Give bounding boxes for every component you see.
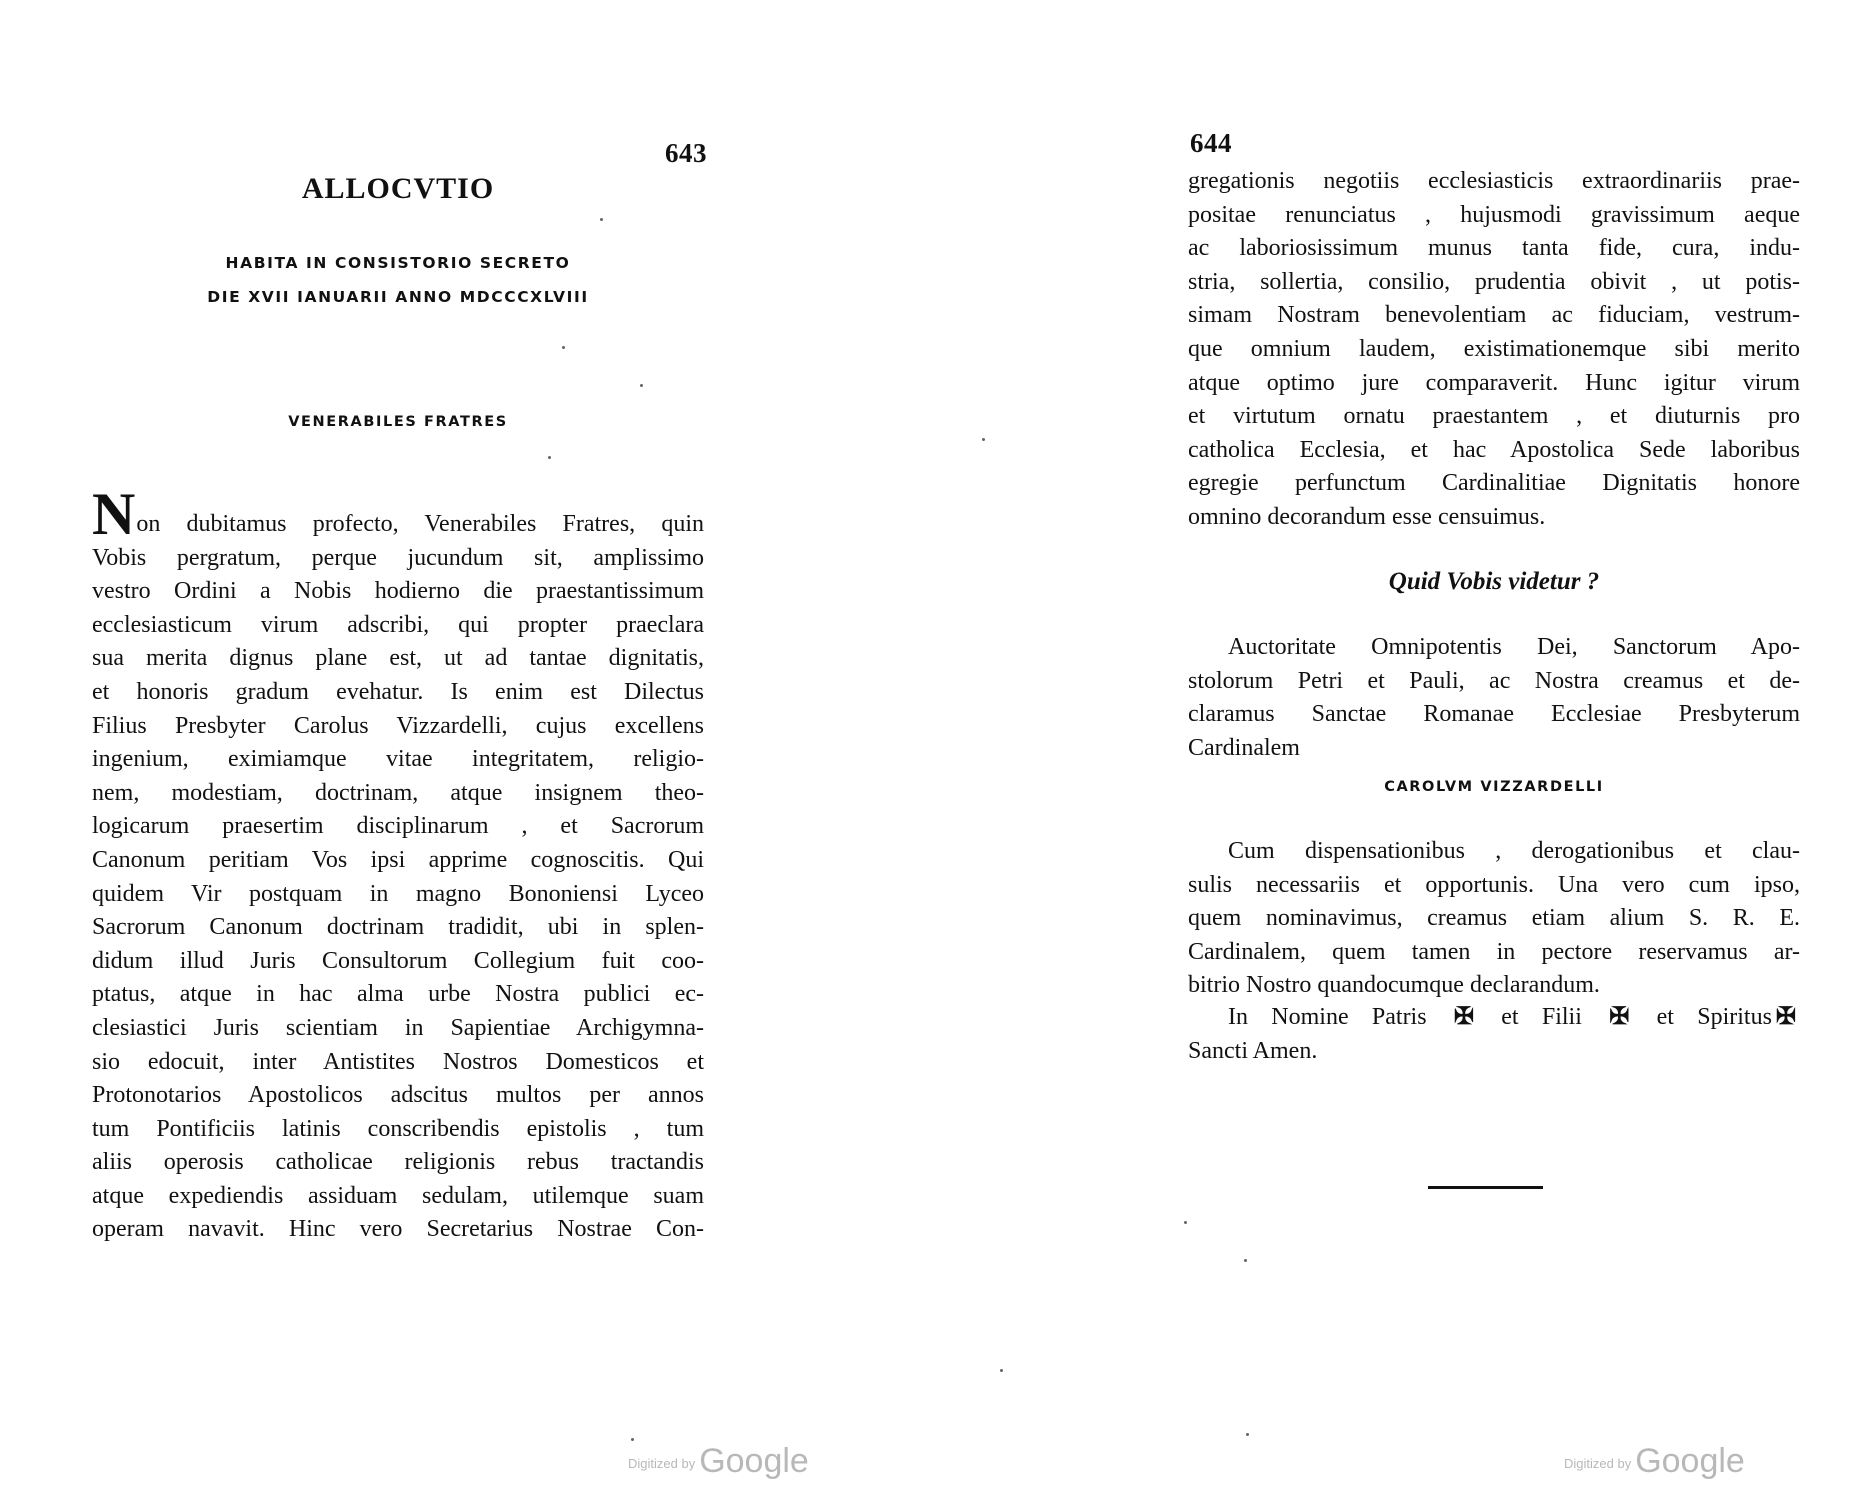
blessing-line bbox=[1188, 1001, 1800, 1035]
creation-paragraph bbox=[1188, 631, 1800, 765]
text-line: Filius Presbyter Carolus Vizzardelli, cujus excellens bbox=[92, 712, 704, 739]
text-line: Vobis pergratum, perque jucundum sit, amplissimo bbox=[92, 544, 704, 571]
subtitle-line-1: HABITA IN CONSISTORIO SECRETO bbox=[225, 254, 571, 272]
scan-speck bbox=[562, 346, 565, 349]
text-line: ptatus, atque in hac alma urbe Nostra publici ec- bbox=[92, 981, 704, 1008]
drop-cap: N bbox=[92, 481, 136, 547]
text-line: stria, sollertia, consilio, prudentia obivit , ut potis- bbox=[1188, 268, 1800, 295]
text-line: gregationis negotiis ecclesiasticis extraordinariis prae- bbox=[1188, 168, 1800, 194]
blessing-part: In Nomine Patris bbox=[1228, 1004, 1427, 1030]
scan-speck bbox=[640, 384, 643, 387]
dispensation-paragraph bbox=[1188, 835, 1800, 1003]
text-line: atque optimo jure comparaverit. Hunc igitur virum bbox=[1188, 369, 1800, 396]
text-line: que omnium laudem, existimationemque sibi merito bbox=[1188, 335, 1800, 362]
text-line: Cardinalem, quem tamen in pectore reservamus ar- bbox=[1188, 938, 1800, 965]
watermark-logo: Google bbox=[699, 1442, 809, 1480]
scan-speck bbox=[631, 1438, 634, 1441]
text-line: tum Pontificiis latinis conscribendis epistolis , tum bbox=[92, 1115, 704, 1142]
text-line: bitrio Nostro quandocumque declarandum. bbox=[1188, 972, 1600, 999]
text-line: positae renunciatus , hujusmodi gravissimum aeque bbox=[1188, 201, 1800, 228]
text-line: Cardinalem bbox=[1188, 734, 1300, 761]
scan-speck bbox=[1184, 1221, 1187, 1224]
scan-speck bbox=[548, 456, 551, 459]
page-title: ALLOCVTIO bbox=[301, 172, 495, 205]
salutation: VENERABILES FRATRES bbox=[288, 414, 508, 430]
text-line bbox=[92, 481, 704, 547]
text-line: Protonotarios Apostolicos adscitus multos per annos bbox=[92, 1082, 704, 1109]
google-watermark bbox=[1564, 1442, 1745, 1481]
cardinal-name: CAROLVM VIZZARDELLI bbox=[1384, 779, 1604, 795]
text-line: Auctoritate Omnipotentis Dei, Sanctorum Apo- bbox=[1228, 634, 1800, 660]
blessing-part: et Filii bbox=[1501, 1004, 1582, 1030]
text-line: quem nominavimus, creamus etiam alium S. R. E. bbox=[1188, 905, 1800, 932]
cross-icon: ✠ bbox=[1453, 1004, 1474, 1030]
text-line: nem, modestiam, doctrinam, atque insignem theo- bbox=[92, 779, 704, 806]
scan-speck bbox=[1246, 1433, 1249, 1436]
text-line: catholica Ecclesia, et hac Apostolica Sede laboribus bbox=[1188, 436, 1800, 463]
text-line: operam navavit. Hinc vero Secretarius Nostrae Con- bbox=[92, 1216, 704, 1243]
right-page bbox=[934, 0, 1868, 1501]
text-line: et honoris gradum evehatur. Is enim est Dilectus bbox=[92, 678, 704, 705]
text-line: Cum dispensationibus , derogationibus et clau- bbox=[1228, 838, 1800, 864]
scan-speck bbox=[600, 218, 603, 221]
text-line: claramus Sanctae Romanae Ecclesiae Presbyterum bbox=[1188, 701, 1800, 728]
scan-speck bbox=[1000, 1369, 1003, 1372]
body-text-continuation bbox=[1188, 165, 1800, 535]
text-line: vestro Ordini a Nobis hodierno die praestantissimum bbox=[92, 578, 704, 605]
text-line: stolorum Petri et Pauli, ac Nostra creamus et de- bbox=[1188, 667, 1800, 694]
text-line: didum illud Juris Consultorum Collegium fuit coo- bbox=[92, 947, 704, 974]
end-rule bbox=[1428, 1186, 1543, 1189]
text-line: logicarum praesertim disciplinarum , et Sacrorum bbox=[92, 813, 704, 840]
blessing-paragraph bbox=[1188, 1001, 1800, 1068]
question-heading: Quid Vobis videtur ? bbox=[1388, 568, 1600, 595]
text-line: simam Nostram benevolentiam ac fiduciam, vestrum- bbox=[1188, 302, 1800, 329]
cross-icon: ✠ bbox=[1775, 1004, 1797, 1030]
text-line: sio edocuit, inter Antistites Nostros Domesticos et bbox=[92, 1048, 704, 1075]
blessing-part: et Spiritus bbox=[1656, 1004, 1772, 1030]
text-line: Canonum peritiam Vos ipsi apprime cognoscitis. Qui bbox=[92, 846, 704, 873]
text-line: atque expediendis assiduam sedulam, utilemque suam bbox=[92, 1182, 704, 1209]
text-line: Sacrorum Canonum doctrinam tradidit, ubi in splen- bbox=[92, 914, 704, 941]
text-line: ingenium, eximiamque vitae integritatem, religio- bbox=[92, 746, 704, 773]
text-line: ecclesiasticum virum adscribi, qui propter praeclara bbox=[92, 611, 704, 638]
scan-speck bbox=[1244, 1259, 1247, 1262]
subtitle-line-2: DIE XVII IANUARII ANNO MDCCCXLVIII bbox=[207, 288, 589, 306]
text-line-content: on dubitamus profecto, Venerabiles Fratres, quin bbox=[136, 511, 704, 537]
google-watermark bbox=[628, 1442, 809, 1481]
text-line: et virtutum ornatu praestantem , et diuturnis pro bbox=[1188, 403, 1800, 430]
text-line: aliis operosis catholicae religionis rebus tractandis bbox=[92, 1149, 704, 1176]
text-line: clesiastici Juris scientiam in Sapientiae Archigymna- bbox=[92, 1014, 704, 1041]
text-line: sulis necessariis et opportunis. Una vero cum ipso, bbox=[1188, 871, 1800, 898]
scan-speck bbox=[982, 438, 985, 441]
watermark-prefix: Digitized by bbox=[628, 1456, 696, 1471]
text-line: egregie perfunctum Cardinalitiae Dignitatis honore bbox=[1188, 470, 1800, 497]
watermark-prefix: Digitized by bbox=[1564, 1456, 1632, 1471]
text-line: quidem Vir postquam in magno Bononiensi Lyceo bbox=[92, 880, 704, 907]
watermark-logo: Google bbox=[1635, 1442, 1745, 1480]
page-number: 643 bbox=[665, 138, 707, 168]
cross-icon: ✠ bbox=[1609, 1004, 1630, 1030]
page-number: 644 bbox=[1190, 128, 1232, 158]
text-line: ac laboriosissimum munus tanta fide, cura, indu- bbox=[1188, 235, 1800, 262]
text-line: Sancti Amen. bbox=[1188, 1037, 1318, 1064]
body-text bbox=[92, 481, 704, 1247]
text-line: omnino decorandum esse censuimus. bbox=[1188, 503, 1546, 530]
text-line: sua merita dignus plane est, ut ad tantae dignitatis, bbox=[92, 645, 704, 672]
